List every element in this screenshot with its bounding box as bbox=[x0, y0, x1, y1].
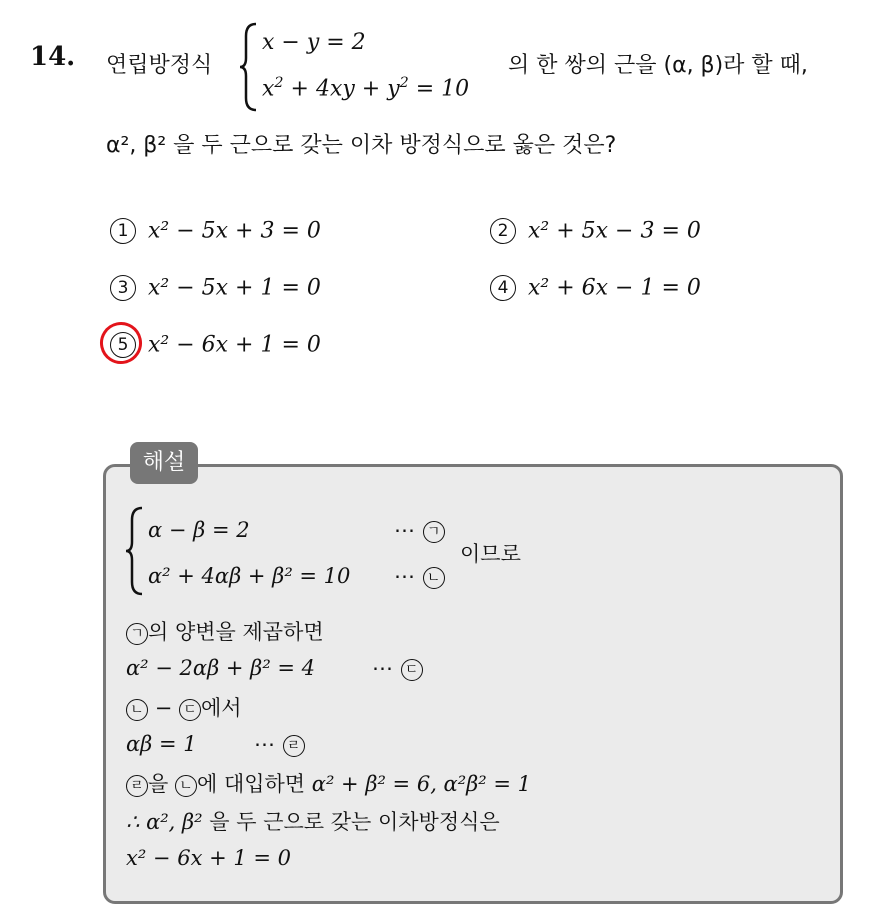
problem-number: 14. bbox=[30, 42, 76, 72]
solution-sys-eq2-label: ⋯ ㄴ bbox=[394, 564, 445, 589]
solution-tag: 해설 bbox=[130, 442, 198, 484]
solution-line-4-label: ⋯ ㄹ bbox=[254, 732, 305, 757]
answer-red-circle bbox=[96, 318, 146, 368]
solution-sys-eq1-label: ⋯ ㄱ bbox=[394, 518, 445, 543]
problem-intro: 연립방정식 bbox=[106, 53, 213, 78]
choice-1[interactable]: 1 x² − 5x + 3 = 0 bbox=[110, 218, 321, 244]
solution-line-4: αβ = 1 bbox=[126, 732, 197, 756]
system-equation-1: x − y = 2 bbox=[262, 30, 366, 55]
system-brace bbox=[238, 22, 260, 112]
solution-line-2-label: ⋯ ㄷ bbox=[372, 656, 423, 681]
problem-line1-tail: 의 한 쌍의 근을 (α, β)라 할 때, bbox=[508, 53, 808, 78]
system-equation-2: $x^2 + 4xy + y^2 = 10$ bbox=[262, 75, 470, 102]
solution-line-7: x² − 6x + 1 = 0 bbox=[126, 846, 292, 870]
problem-line2: α², β² 을 두 근으로 갖는 이차 방정식으로 옳은 것은? bbox=[106, 133, 617, 158]
choice-2[interactable]: 2 x² + 5x − 3 = 0 bbox=[490, 218, 701, 244]
solution-sys-eq2: α² + 4αβ + β² = 10 bbox=[148, 564, 351, 588]
choice-mark: 1 bbox=[110, 218, 136, 244]
solution-sys-eq1: α − β = 2 bbox=[148, 518, 250, 542]
solution-line-2: α² − 2αβ + β² = 4 bbox=[126, 656, 316, 680]
solution-line-1: ㄱ 의 양변을 제곱하면 bbox=[126, 616, 324, 646]
solution-brace bbox=[124, 506, 146, 596]
choice-mark: 2 bbox=[490, 218, 516, 244]
solution-line-3: ㄴ − ㄷ 에서 bbox=[126, 692, 242, 722]
choice-mark: 5 bbox=[110, 332, 136, 358]
solution-line-5: ㄹ 을 ㄴ 에 대입하면 α² + β² = 6, α²β² = 1 bbox=[126, 768, 531, 798]
choice-5[interactable]: 5 x² − 6x + 1 = 0 bbox=[110, 332, 321, 358]
solution-sys-tail: 이므로 bbox=[460, 542, 521, 566]
choice-4[interactable]: 4 x² + 6x − 1 = 0 bbox=[490, 275, 701, 301]
choice-mark: 4 bbox=[490, 275, 516, 301]
solution-line-6: ∴ α², β² 을 두 근으로 갖는 이차방정식은 bbox=[126, 810, 500, 834]
choice-3[interactable]: 3 x² − 5x + 1 = 0 bbox=[110, 275, 321, 301]
choice-mark: 3 bbox=[110, 275, 136, 301]
